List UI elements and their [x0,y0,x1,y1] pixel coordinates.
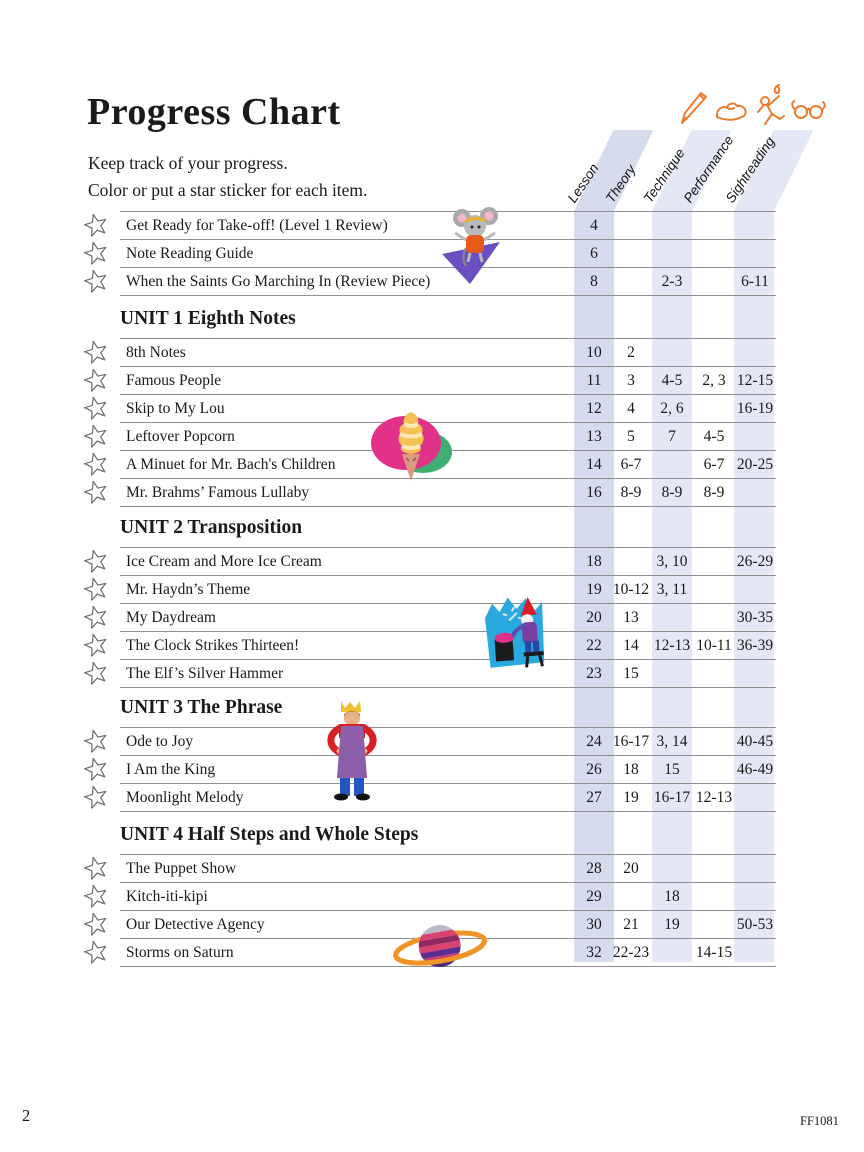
star-checkbox-icon[interactable] [80,726,111,757]
cell-lesson: 18 [586,553,602,570]
cell-theory: 19 [623,789,639,806]
cell-sightreading: 6-11 [741,273,769,290]
mouse-glider-sticker-image [436,206,510,286]
cell-performance: 14-15 [695,944,733,961]
king-sticker-image [326,698,378,802]
cell-technique: 19 [664,916,680,933]
piece-title: Ode to Joy [126,733,194,750]
cell-performance: 8-9 [703,484,725,501]
piece-title: When the Saints Go Marching In (Review Piece) [126,273,431,290]
piece-title: A Minuet for Mr. Bach's Children [126,456,336,473]
cell-technique: 7 [668,428,676,445]
cell-theory: 21 [623,916,639,933]
cell-theory: 20 [623,860,639,877]
unit-3-section [120,727,776,812]
cell-performance: 4-5 [703,428,725,445]
table-row [120,478,776,506]
star-checkbox-icon[interactable] [80,210,111,241]
cell-lesson: 30 [586,916,602,933]
table-row [120,603,776,631]
cell-technique: 4-5 [661,372,683,389]
cell-sightreading: 50-53 [736,916,774,933]
cell-lesson: 11 [586,372,602,389]
cell-theory: 16-17 [612,733,650,750]
table-row [120,366,776,394]
star-checkbox-icon[interactable] [80,602,111,633]
cell-technique: 2, 6 [660,400,684,417]
unit-2-heading: UNIT 2 Transposition [120,517,303,538]
cell-technique: 3, 10 [656,553,688,570]
cell-lesson: 14 [586,456,602,473]
star-checkbox-icon[interactable] [80,853,111,884]
cell-theory: 5 [627,428,635,445]
unit-1-heading: UNIT 1 Eighth Notes [120,308,296,329]
star-checkbox-icon[interactable] [80,393,111,424]
page-subtitle [88,150,367,204]
star-checkbox-icon[interactable] [80,937,111,968]
cell-theory: 22-23 [612,944,650,961]
cell-sightreading: 40-45 [736,733,774,750]
star-checkbox-icon[interactable] [80,421,111,452]
cell-lesson: 28 [586,860,602,877]
cell-sightreading: 26-29 [736,553,774,570]
piece-title: The Puppet Show [126,860,237,877]
cell-lesson: 10 [586,344,602,361]
cell-lesson: 29 [586,888,602,905]
cell-theory: 4 [627,400,635,417]
star-checkbox-icon[interactable] [80,909,111,940]
page-number: 2 [22,1106,31,1125]
cell-theory: 8-9 [620,484,642,501]
cell-lesson: 19 [586,581,602,598]
piece-title: 8th Notes [126,344,186,361]
cell-lesson: 12 [586,400,602,417]
cell-lesson: 22 [586,637,602,654]
table-row [120,631,776,659]
performer-icon [753,84,789,130]
unit-4-heading: UNIT 4 Half Steps and Whole Steps [120,824,419,845]
cell-lesson: 20 [586,609,602,626]
cell-lesson: 8 [590,273,598,290]
cell-technique: 3, 11 [656,581,688,598]
table-row [120,882,776,910]
table-row [120,854,776,882]
cell-theory: 2 [627,344,635,361]
saturn-sticker-image [392,916,488,980]
piece-title: Storms on Saturn [126,944,234,961]
piece-title: Our Detective Agency [126,916,265,933]
cell-technique: 2-3 [661,273,683,290]
star-checkbox-icon[interactable] [80,266,111,297]
cell-technique: 16-17 [653,789,691,806]
cell-technique: 12-13 [653,637,691,654]
cell-performance: 12-13 [695,789,733,806]
piece-title: My Daydream [126,609,216,626]
table-row [120,575,776,603]
cell-lesson: 24 [586,733,602,750]
hand-icon [714,97,750,125]
cell-theory: 3 [627,372,635,389]
piece-title: Note Reading Guide [126,245,254,262]
cell-technique: 15 [664,761,680,778]
cell-sightreading: 16-19 [736,400,774,417]
star-checkbox-icon[interactable] [80,449,111,480]
column-label-theory: Theory [602,162,639,206]
cell-lesson: 6 [590,245,598,262]
star-checkbox-icon[interactable] [80,754,111,785]
piece-title: Skip to My Lou [126,400,225,417]
catalog-number: FF1081 [800,1114,839,1128]
piece-title: Famous People [126,372,222,389]
cell-technique: 8-9 [661,484,683,501]
piece-title: Leftover Popcorn [126,428,235,445]
star-checkbox-icon[interactable] [80,574,111,605]
star-checkbox-icon[interactable] [80,782,111,813]
cell-lesson: 26 [586,761,602,778]
column-label-technique: Technique [640,145,688,206]
column-label-sightreading: Sightreading [722,134,778,206]
glasses-icon [788,96,828,122]
ice-cream-sticker-image [366,410,454,482]
column-label-performance: Performance [680,132,737,206]
cell-theory: 15 [623,665,639,682]
table-row [120,755,776,783]
cell-theory: 13 [623,609,639,626]
subtitle-line-1: Keep track of your progress. [88,153,288,173]
piece-title: The Elf’s Silver Hammer [126,665,284,682]
star-checkbox-icon[interactable] [80,365,111,396]
table-row [120,783,776,811]
star-checkbox-icon[interactable] [80,881,111,912]
cell-lesson: 23 [586,665,602,682]
cell-sightreading: 20-25 [736,456,774,473]
cell-technique: 3, 14 [656,733,688,750]
unit-3-heading: UNIT 3 The Phrase [120,697,283,718]
cell-sightreading: 12-15 [736,372,774,389]
table-row [120,338,776,366]
cell-sightreading: 46-49 [736,761,774,778]
subtitle-line-2: Color or put a star sticker for each item. [88,180,368,200]
star-checkbox-icon[interactable] [80,238,111,269]
elf-hammer-sticker-image [480,592,552,670]
unit-2-section [120,547,776,688]
cell-theory: 6-7 [620,456,642,473]
star-checkbox-icon[interactable] [80,546,111,577]
piece-title: Moonlight Melody [126,789,244,806]
piece-title: Mr. Brahms’ Famous Lullaby [126,484,310,501]
piece-title: The Clock Strikes Thirteen! [126,637,300,654]
star-checkbox-icon[interactable] [80,477,111,508]
cell-lesson: 16 [586,484,602,501]
cell-performance: 6-7 [703,456,725,473]
cell-theory: 18 [623,761,639,778]
piece-title: Kitch-iti-kipi [126,888,208,905]
table-row [120,547,776,575]
cell-sightreading: 30-35 [736,609,774,626]
cell-performance: 10-11 [696,637,732,654]
star-checkbox-icon[interactable] [80,630,111,661]
cell-lesson: 4 [590,217,598,234]
cell-theory: 10-12 [612,581,650,598]
cell-theory: 14 [623,637,639,654]
star-checkbox-icon[interactable] [80,337,111,368]
cell-lesson: 32 [586,944,602,961]
cell-technique: 18 [664,888,680,905]
cell-performance: 2, 3 [702,372,726,389]
piece-title: Ice Cream and More Ice Cream [126,553,322,570]
table-row [120,659,776,687]
cell-sightreading: 36-39 [736,637,774,654]
cell-lesson: 13 [586,428,602,445]
piece-title: Mr. Haydn’s Theme [126,581,251,598]
cell-lesson: 27 [586,789,602,806]
piece-title: Get Ready for Take-off! (Level 1 Review) [126,217,388,234]
pencil-icon [676,86,710,128]
table-row [120,727,776,755]
page-title: Progress Chart [87,91,341,133]
column-label-lesson: Lesson [564,160,602,206]
star-checkbox-icon[interactable] [80,658,111,689]
piece-title: I Am the King [126,761,216,778]
